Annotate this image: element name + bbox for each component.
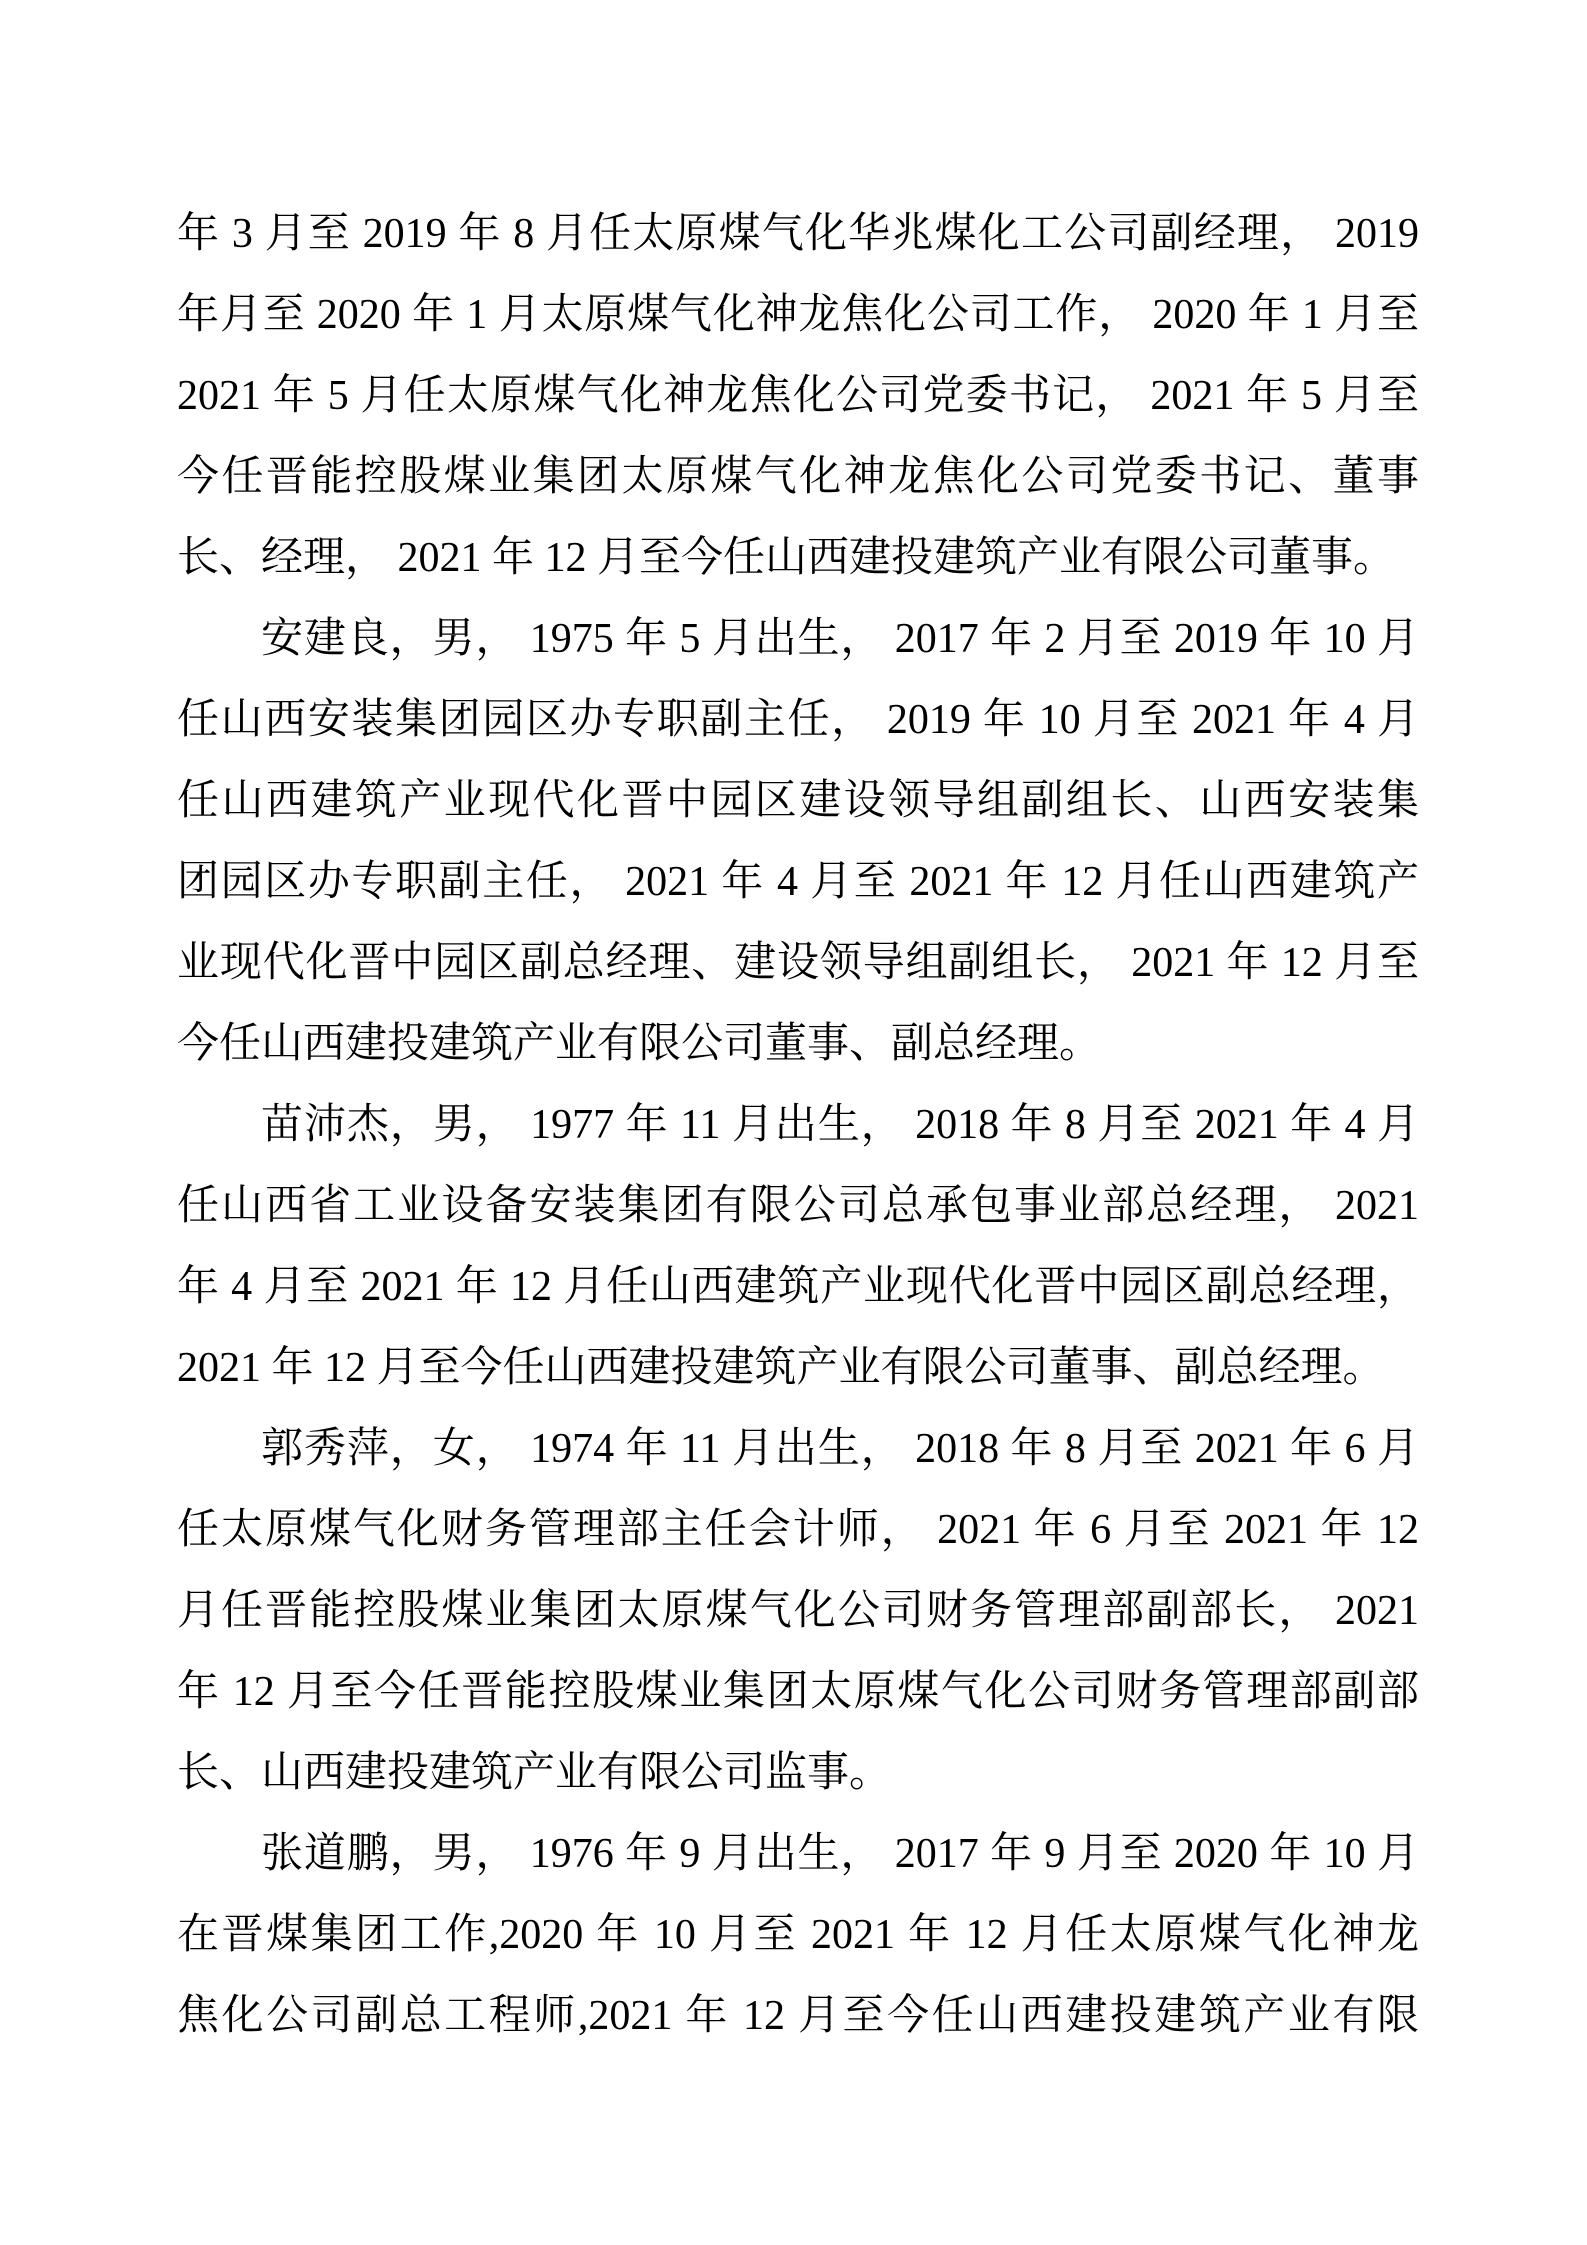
text-line: 今任山西建投建筑产业有限公司董事、副总经理。 xyxy=(177,1021,1102,1067)
text-line: 任山西省工业设备安装集团有限公司总承包事业部总经理， 2021 xyxy=(177,1183,1419,1229)
text-line: 长、经理， 2021 年 12 月至今任山西建投建筑产业有限公司董事。 xyxy=(177,535,1396,581)
text-line: 张道鹏，男， 1976 年 9 月出生， 2017 年 9 月至 2020 年 10 月 xyxy=(261,1831,1419,1877)
text-line: 年 3 月至 2019 年 8 月任太原煤气化华兆煤化工公司副经理， 2019 xyxy=(177,211,1419,257)
text-line: 任山西安装集团园区办专职副主任， 2019 年 10 月至 2021 年 4 月 xyxy=(177,697,1419,743)
text-line: 业现代化晋中园区副总经理、建设领导组副组长， 2021 年 12 月至 xyxy=(177,940,1419,986)
text-line: 年 4 月至 2021 年 12 月任山西建筑产业现代化晋中园区副总经理， xyxy=(177,1264,1419,1310)
text-line: 在晋煤集团工作,2020 年 10 月至 2021 年 12 月任太原煤气化神龙 xyxy=(177,1912,1419,1958)
text-line: 今任晋能控股煤业集团太原煤气化神龙焦化公司党委书记、董事 xyxy=(177,454,1419,500)
text-line: 苗沛杰，男， 1977 年 11 月出生， 2018 年 8 月至 2021 年 4 月 xyxy=(261,1102,1419,1148)
text-line: 焦化公司副总工程师,2021 年 12 月至今任山西建投建筑产业有限 xyxy=(177,1993,1419,2039)
text-line: 长、山西建投建筑产业有限公司监事。 xyxy=(177,1750,892,1796)
text-line: 2021 年 5 月任太原煤气化神龙焦化公司党委书记， 2021 年 5 月至 xyxy=(177,373,1419,419)
text-line: 任山西建筑产业现代化晋中园区建设领导组副组长、山西安装集 xyxy=(177,778,1419,824)
text-line: 年 12 月至今任晋能控股煤业集团太原煤气化公司财务管理部副部 xyxy=(177,1669,1419,1715)
text-line: 郭秀萍，女， 1974 年 11 月出生， 2018 年 8 月至 2021 年 6 月 xyxy=(261,1426,1419,1472)
text-line: 月任晋能控股煤业集团太原煤气化公司财务管理部副部长， 2021 xyxy=(177,1588,1419,1634)
text-line: 团园区办专职副主任， 2021 年 4 月至 2021 年 12 月任山西建筑产 xyxy=(177,859,1419,905)
document-text xyxy=(177,194,1419,2057)
text-line: 任太原煤气化财务管理部主任会计师， 2021 年 6 月至 2021 年 12 xyxy=(177,1507,1419,1553)
text-line: 年月至 2020 年 1 月太原煤气化神龙焦化公司工作， 2020 年 1 月至 xyxy=(177,292,1419,338)
text-line: 安建良，男， 1975 年 5 月出生， 2017 年 2 月至 2019 年 10 月 xyxy=(261,616,1419,662)
text-line: 2021 年 12 月至今任山西建投建筑产业有限公司董事、副总经理。 xyxy=(177,1345,1385,1391)
